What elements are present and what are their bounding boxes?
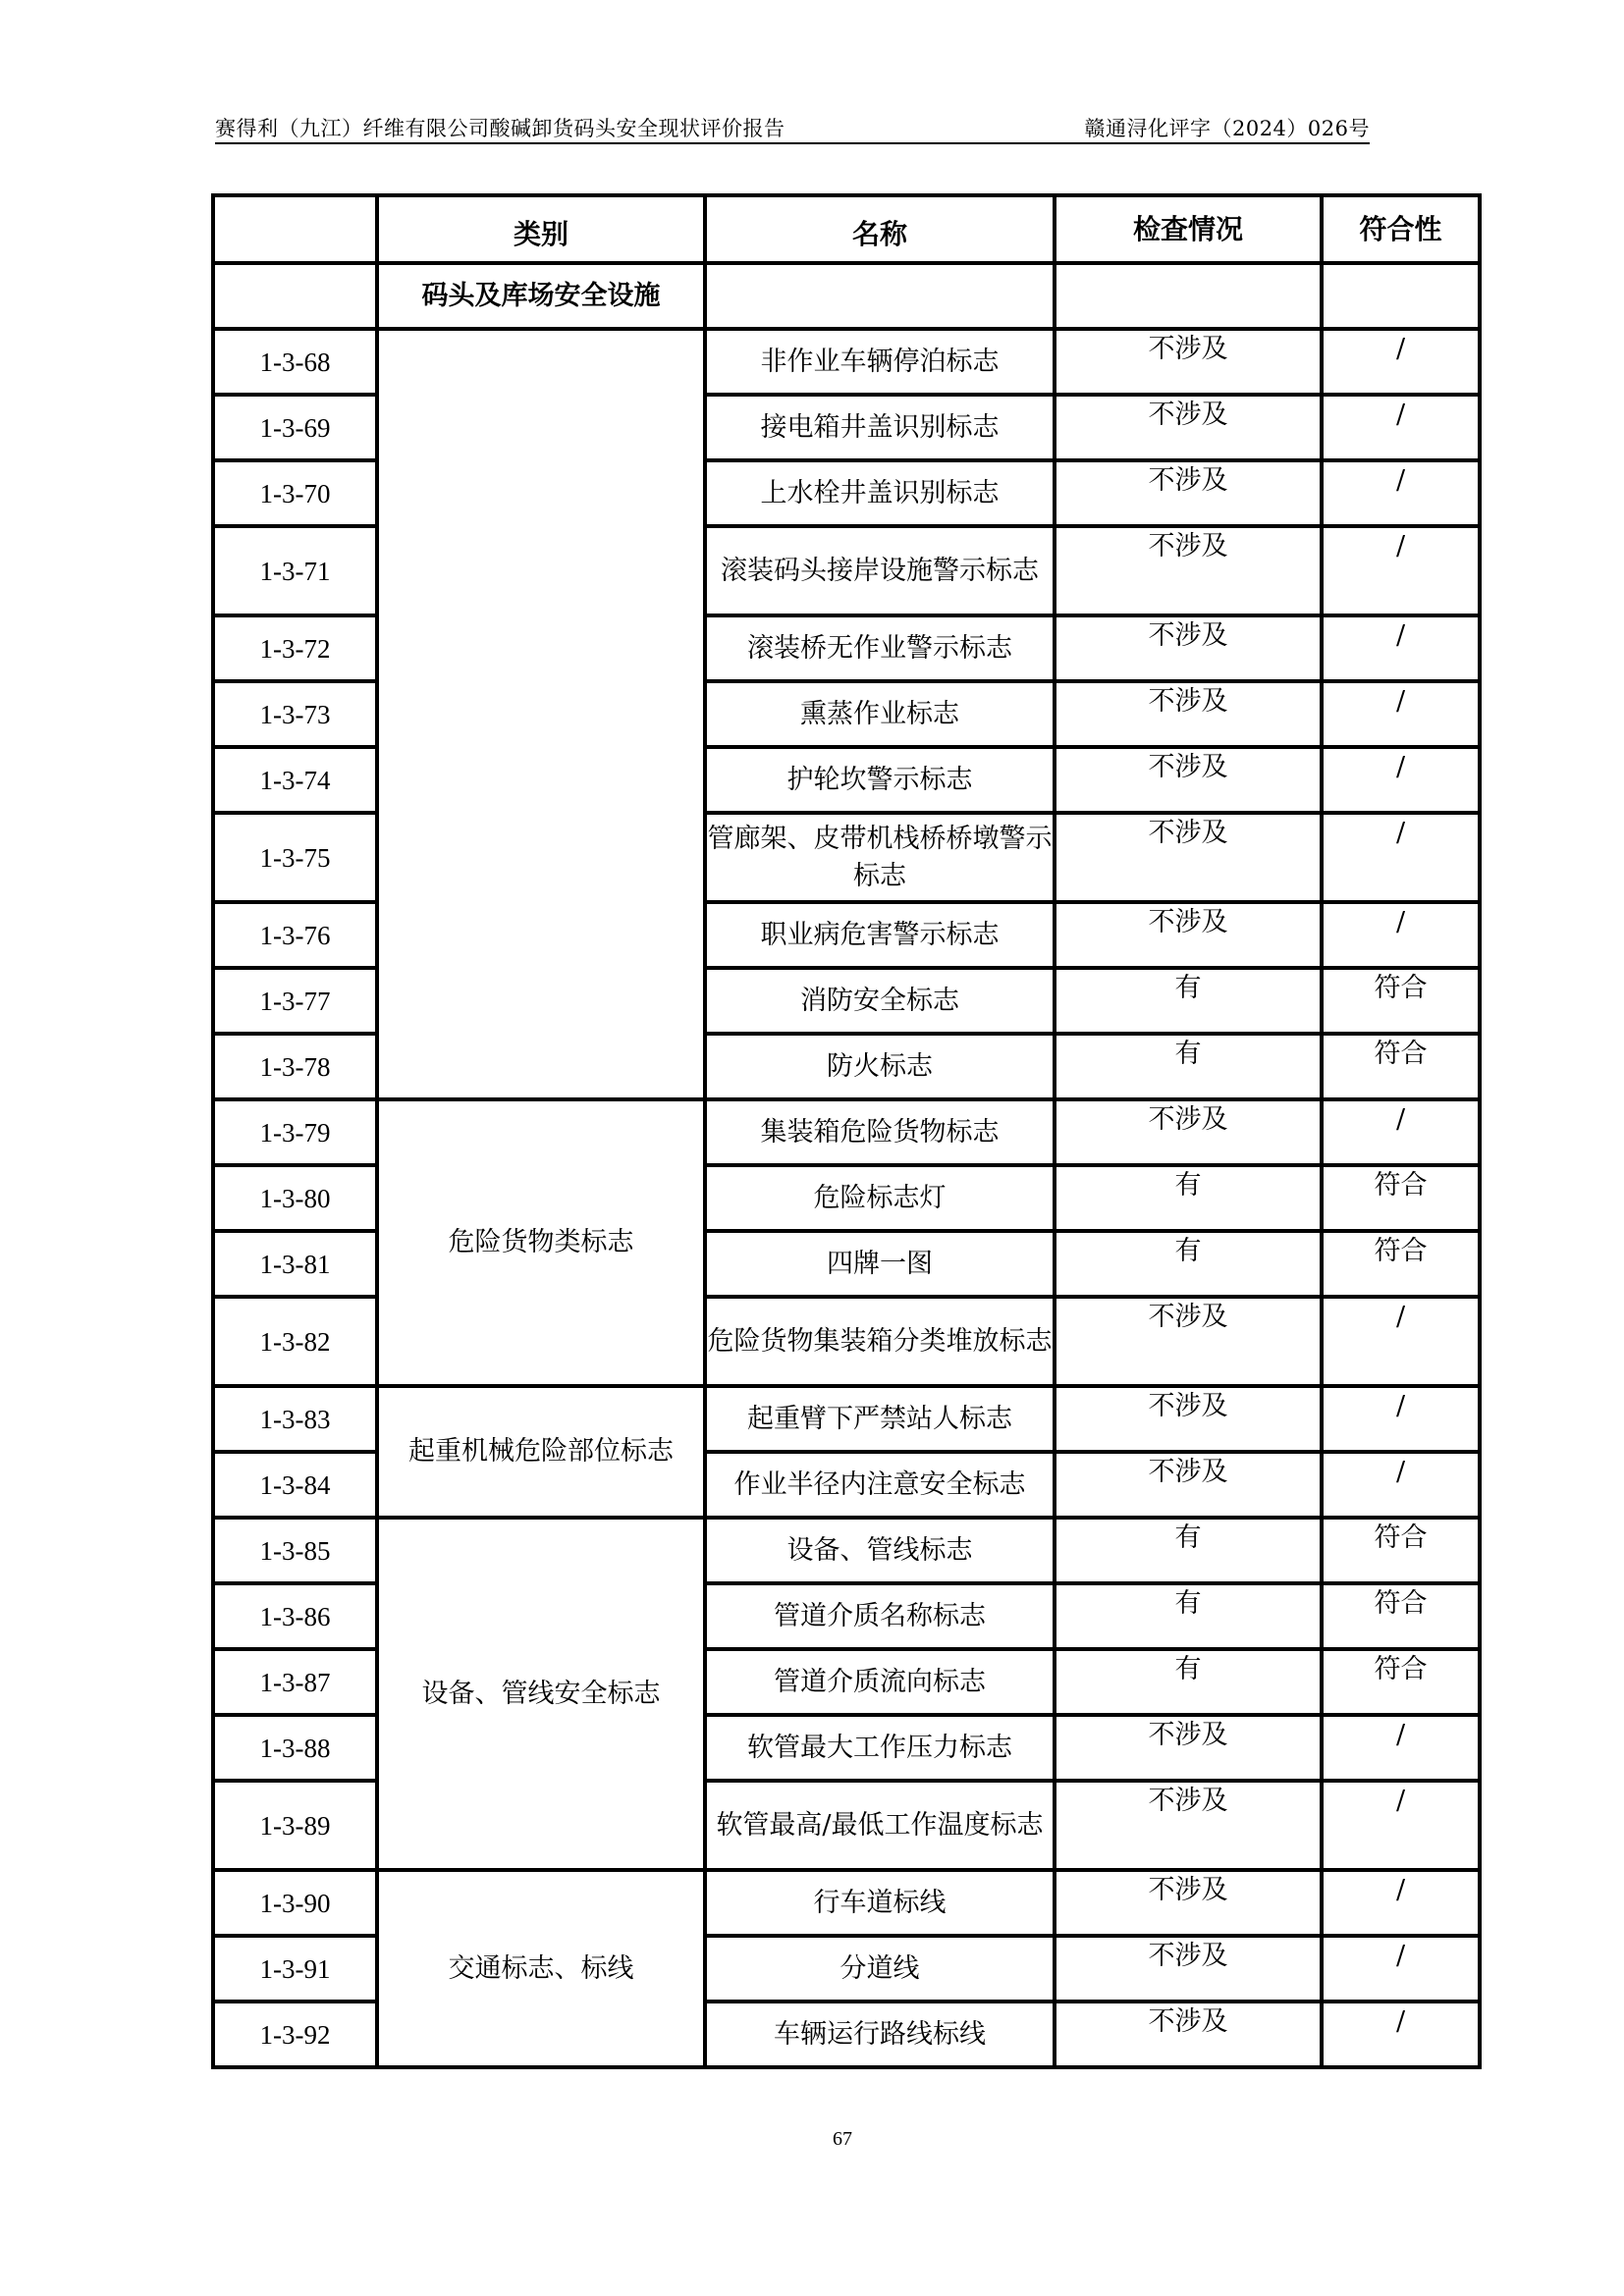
check-status: 不涉及 xyxy=(1055,813,1322,902)
item-id: 1-3-72 xyxy=(213,615,377,681)
category-cell: 起重机械危险部位标志 xyxy=(377,1386,705,1518)
check-status: 不涉及 xyxy=(1055,1099,1322,1165)
check-status: 不涉及 xyxy=(1055,1386,1322,1452)
item-name: 分道线 xyxy=(705,1936,1055,2002)
item-id: 1-3-89 xyxy=(213,1781,377,1870)
item-id: 1-3-70 xyxy=(213,460,377,526)
item-name: 集装箱危险货物标志 xyxy=(705,1099,1055,1165)
conformity-status: 符合 xyxy=(1322,1231,1480,1297)
check-status: 不涉及 xyxy=(1055,526,1322,615)
item-id: 1-3-88 xyxy=(213,1715,377,1781)
item-id: 1-3-77 xyxy=(213,968,377,1034)
check-status: 不涉及 xyxy=(1055,1297,1322,1386)
check-status: 不涉及 xyxy=(1055,395,1322,460)
item-id: 1-3-85 xyxy=(213,1518,377,1583)
conformity-status: / xyxy=(1322,1099,1480,1165)
item-id: 1-3-74 xyxy=(213,747,377,813)
item-id: 1-3-76 xyxy=(213,902,377,968)
check-status: 有 xyxy=(1055,1165,1322,1231)
conformity-status: 符合 xyxy=(1322,1165,1480,1231)
item-id: 1-3-71 xyxy=(213,526,377,615)
item-id: 1-3-82 xyxy=(213,1297,377,1386)
check-status: 不涉及 xyxy=(1055,1870,1322,1936)
check-status: 不涉及 xyxy=(1055,1936,1322,2002)
conformity-status: 符合 xyxy=(1322,1034,1480,1099)
item-id: 1-3-86 xyxy=(213,1583,377,1649)
table-row xyxy=(213,1099,1480,1165)
conformity-status: 符合 xyxy=(1322,1518,1480,1583)
check-status: 有 xyxy=(1055,1583,1322,1649)
item-id: 1-3-80 xyxy=(213,1165,377,1231)
item-name: 防火标志 xyxy=(705,1034,1055,1099)
item-id: 1-3-90 xyxy=(213,1870,377,1936)
item-id: 1-3-73 xyxy=(213,681,377,747)
category-cell xyxy=(377,329,705,1099)
check-status: 不涉及 xyxy=(1055,615,1322,681)
item-name: 四牌一图 xyxy=(705,1231,1055,1297)
item-id: 1-3-81 xyxy=(213,1231,377,1297)
item-id: 1-3-78 xyxy=(213,1034,377,1099)
conformity-status: / xyxy=(1322,1936,1480,2002)
conformity-status: / xyxy=(1322,747,1480,813)
section-name-cell xyxy=(705,263,1055,329)
table-row xyxy=(213,1870,1480,1936)
check-status: 不涉及 xyxy=(1055,1452,1322,1518)
item-name: 熏蒸作业标志 xyxy=(705,681,1055,747)
conformity-status: / xyxy=(1322,1715,1480,1781)
check-status: 有 xyxy=(1055,1649,1322,1715)
check-status: 不涉及 xyxy=(1055,1781,1322,1870)
conformity-status: / xyxy=(1322,1781,1480,1870)
check-status: 不涉及 xyxy=(1055,1715,1322,1781)
item-id: 1-3-91 xyxy=(213,1936,377,2002)
item-name: 管廊架、皮带机栈桥桥墩警示标志 xyxy=(705,813,1055,902)
conformity-status: / xyxy=(1322,1452,1480,1518)
item-name: 职业病危害警示标志 xyxy=(705,902,1055,968)
item-name: 非作业车辆停泊标志 xyxy=(705,329,1055,395)
item-name: 滚装码头接岸设施警示标志 xyxy=(705,526,1055,615)
report-title: 赛得利（九江）纤维有限公司酸碱卸货码头安全现状评价报告 xyxy=(215,117,785,140)
item-id: 1-3-68 xyxy=(213,329,377,395)
item-name: 管道介质流向标志 xyxy=(705,1649,1055,1715)
column-header-category: 类别 xyxy=(377,195,705,263)
item-name: 危险标志灯 xyxy=(705,1165,1055,1231)
item-id: 1-3-69 xyxy=(213,395,377,460)
conformity-status: 符合 xyxy=(1322,968,1480,1034)
item-name: 上水栓井盖识别标志 xyxy=(705,460,1055,526)
report-number: 赣通浔化评字（2024）026号 xyxy=(1084,117,1370,140)
conformity-status: / xyxy=(1322,1297,1480,1386)
check-status: 有 xyxy=(1055,1034,1322,1099)
item-name: 危险货物集装箱分类堆放标志 xyxy=(705,1297,1055,1386)
item-name: 作业半径内注意安全标志 xyxy=(705,1452,1055,1518)
item-id: 1-3-75 xyxy=(213,813,377,902)
column-header-id xyxy=(213,195,377,263)
check-status: 有 xyxy=(1055,1518,1322,1583)
item-name: 软管最高/最低工作温度标志 xyxy=(705,1781,1055,1870)
item-name: 车辆运行路线标线 xyxy=(705,2002,1055,2067)
section-title: 码头及库场安全设施 xyxy=(377,263,705,329)
conformity-status: / xyxy=(1322,813,1480,902)
column-header-name: 名称 xyxy=(705,195,1055,263)
conformity-status: 符合 xyxy=(1322,1583,1480,1649)
item-name: 行车道标线 xyxy=(705,1870,1055,1936)
category-cell: 交通标志、标线 xyxy=(377,1870,705,2067)
category-cell: 设备、管线安全标志 xyxy=(377,1518,705,1870)
page-number: 67 xyxy=(833,2128,852,2150)
page-header xyxy=(215,116,1370,144)
conformity-status: / xyxy=(1322,1386,1480,1452)
check-status: 不涉及 xyxy=(1055,329,1322,395)
inspection-table xyxy=(211,193,1482,2069)
item-name: 软管最大工作压力标志 xyxy=(705,1715,1055,1781)
check-status: 不涉及 xyxy=(1055,460,1322,526)
table-row xyxy=(213,329,1480,395)
item-id: 1-3-83 xyxy=(213,1386,377,1452)
check-status: 不涉及 xyxy=(1055,2002,1322,2067)
check-status: 不涉及 xyxy=(1055,747,1322,813)
item-id: 1-3-92 xyxy=(213,2002,377,2067)
table-row xyxy=(213,1518,1480,1583)
item-id: 1-3-79 xyxy=(213,1099,377,1165)
item-id: 1-3-87 xyxy=(213,1649,377,1715)
conformity-status: / xyxy=(1322,615,1480,681)
table-row xyxy=(213,1386,1480,1452)
check-status: 不涉及 xyxy=(1055,681,1322,747)
column-header-conformity: 符合性 xyxy=(1322,195,1480,263)
conformity-status: / xyxy=(1322,460,1480,526)
conformity-status: / xyxy=(1322,1870,1480,1936)
table-header-row xyxy=(213,195,1480,263)
conformity-status: / xyxy=(1322,526,1480,615)
conformity-status: / xyxy=(1322,329,1480,395)
item-name: 滚装桥无作业警示标志 xyxy=(705,615,1055,681)
check-status: 有 xyxy=(1055,1231,1322,1297)
conformity-status: / xyxy=(1322,2002,1480,2067)
item-name: 设备、管线标志 xyxy=(705,1518,1055,1583)
column-header-check: 检查情况 xyxy=(1055,195,1322,263)
section-conformity-cell xyxy=(1322,263,1480,329)
item-name: 护轮坎警示标志 xyxy=(705,747,1055,813)
check-status: 有 xyxy=(1055,968,1322,1034)
item-id: 1-3-84 xyxy=(213,1452,377,1518)
check-status: 不涉及 xyxy=(1055,902,1322,968)
conformity-status: / xyxy=(1322,395,1480,460)
conformity-status: 符合 xyxy=(1322,1649,1480,1715)
item-name: 消防安全标志 xyxy=(705,968,1055,1034)
section-id-cell xyxy=(213,263,377,329)
conformity-status: / xyxy=(1322,902,1480,968)
conformity-status: / xyxy=(1322,681,1480,747)
item-name: 起重臂下严禁站人标志 xyxy=(705,1386,1055,1452)
section-check-cell xyxy=(1055,263,1322,329)
section-row xyxy=(213,263,1480,329)
item-name: 接电箱井盖识别标志 xyxy=(705,395,1055,460)
item-name: 管道介质名称标志 xyxy=(705,1583,1055,1649)
category-cell: 危险货物类标志 xyxy=(377,1099,705,1386)
